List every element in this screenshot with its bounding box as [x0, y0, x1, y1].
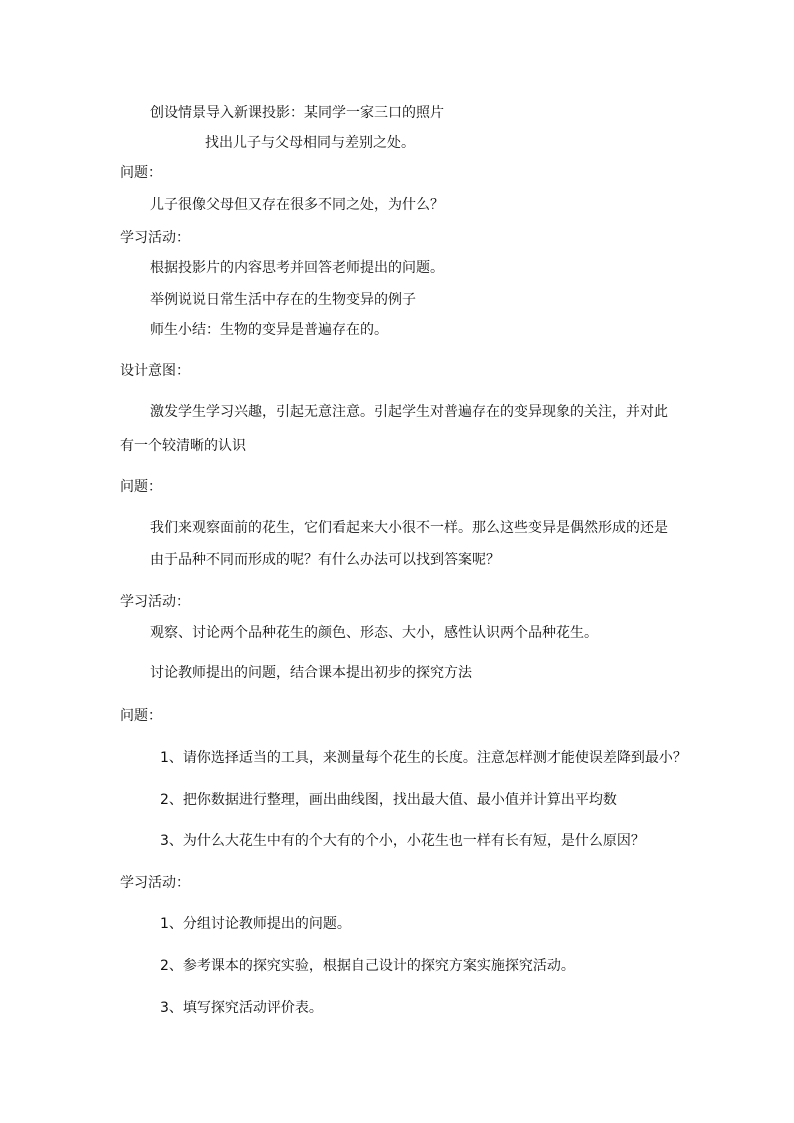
design-intent-line-2: 有一个较清晰的认识: [120, 438, 246, 454]
section-heading-activity-2: 学习活动：: [120, 594, 190, 610]
activity-1-item-3: 师生小结：生物的变异是普遍存在的。: [150, 322, 388, 338]
activity-3-item-2: 2、参考课本的探究实验，根据自己设计的探究方案实施探究活动。: [160, 958, 575, 974]
question-1-text: 儿子很像父母但又存在很多不同之处，为什么？: [150, 197, 444, 213]
activity-3-item-3: 3、填写探究活动评价表。: [160, 1000, 323, 1016]
section-heading-question-1: 问题：: [120, 165, 162, 181]
section-heading-question-3: 问题：: [120, 708, 162, 724]
section-heading-question-2: 问题：: [120, 479, 162, 495]
intro-line-2: 找出儿子与父母相同与差别之处。: [205, 135, 415, 151]
question-3-item-2: 2、把你数据进行整理，画出曲线图，找出最大值、最小值并计算出平均数: [160, 792, 617, 808]
activity-2-item-1: 观察、讨论两个品种花生的颜色、形态、大小，感性认识两个品种花生。: [150, 625, 598, 641]
activity-1-item-1: 根据投影片的内容思考并回答老师提出的问题。: [150, 260, 444, 276]
question-2-line-2: 由于品种不同而形成的呢？有什么办法可以找到答案呢？: [150, 552, 500, 568]
design-intent-line-1: 激发学生学习兴趣，引起无意注意。引起学生对普遍存在的变异现象的关注，并对此: [150, 404, 668, 420]
intro-line-1: 创设情景导入新课投影：某同学一家三口的照片: [150, 105, 444, 121]
activity-1-item-2: 举例说说日常生活中存在的生物变异的例子: [150, 292, 416, 308]
question-3-item-1: 1、请你选择适当的工具，来测量每个花生的长度。注意怎样测才能使误差降到最小？: [160, 750, 687, 766]
question-3-item-3: 3、为什么大花生中有的个大有的个小，小花生也一样有长有短，是什么原因？: [160, 833, 645, 849]
section-heading-activity-3: 学习活动：: [120, 875, 190, 891]
activity-2-item-2: 讨论教师提出的问题，结合课本提出初步的探究方法: [150, 665, 472, 681]
question-2-line-1: 我们来观察面前的花生，它们看起来大小很不一样。那么这些变异是偶然形成的还是: [150, 520, 668, 536]
section-heading-design-intent: 设计意图：: [120, 363, 190, 379]
section-heading-activity-1: 学习活动：: [120, 230, 190, 246]
activity-3-item-1: 1、分组讨论教师提出的问题。: [160, 916, 351, 932]
